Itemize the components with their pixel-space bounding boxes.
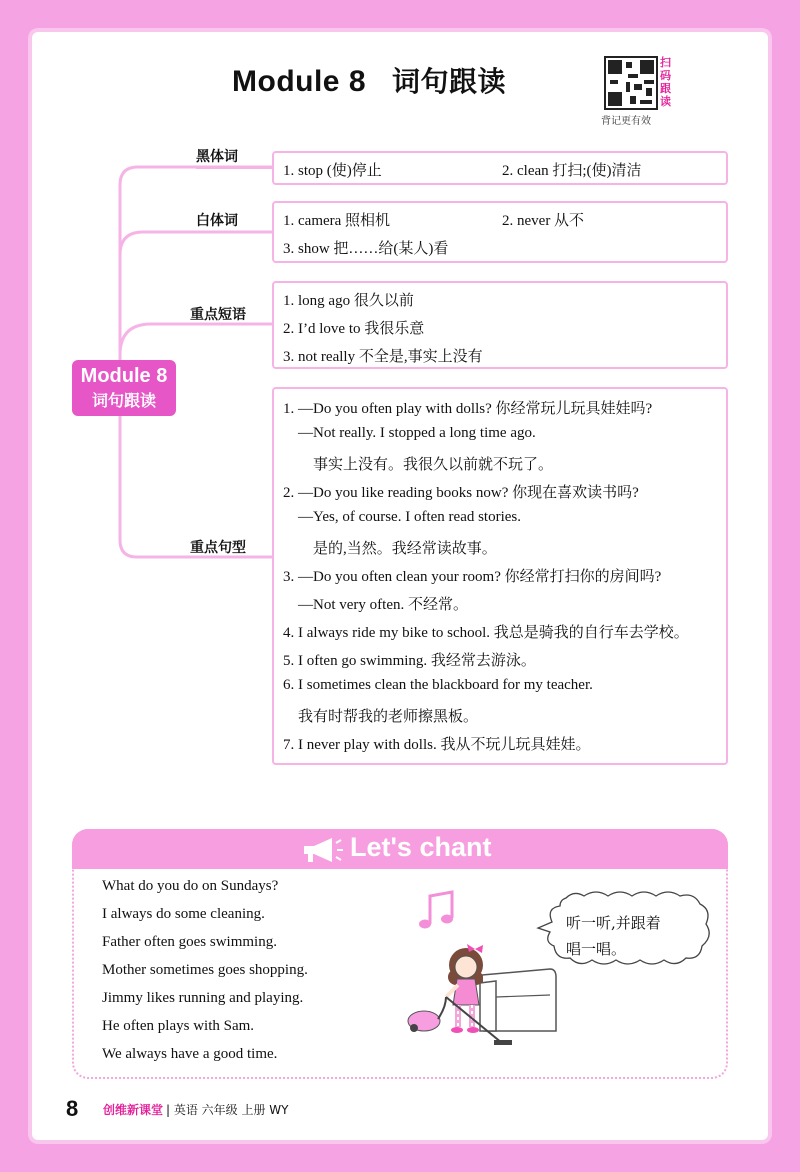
plain-word-1: 1. camera 照相机 bbox=[283, 213, 391, 229]
label-phrases: 重点短语 bbox=[190, 307, 246, 323]
bubble-line-2: 唱一唱。 bbox=[566, 940, 627, 958]
sentence-line-2: —Not really. I stopped a long time ago. bbox=[298, 425, 536, 441]
box-sentences bbox=[272, 387, 728, 765]
connector-phrases bbox=[120, 324, 272, 355]
connector-sentences bbox=[120, 416, 272, 557]
chant-title: Let's chant bbox=[350, 832, 492, 862]
label-sentences: 重点句型 bbox=[190, 540, 246, 556]
megaphone-icon bbox=[300, 835, 344, 865]
module-hub bbox=[72, 360, 176, 416]
sentence-line-9: 4. I always ride my bike to school. 我总是骑我的自行车去学校。 bbox=[283, 625, 689, 641]
sentence-line-13: 7. I never play with dolls. 我从不玩儿玩具娃娃。 bbox=[283, 737, 591, 753]
sentence-line-8: —Not very often. 不经常。 bbox=[298, 597, 468, 613]
page-number: 8 bbox=[66, 1096, 79, 1121]
hub-line1: Module 8 bbox=[80, 365, 168, 387]
phrase-3: 3. not really 不全是,事实上没有 bbox=[283, 349, 483, 365]
sentence-line-12: 我有时帮我的老师擦黑板。 bbox=[298, 709, 479, 725]
phrase-2: 2. I’d love to 我很乐意 bbox=[283, 321, 425, 337]
sentence-line-4: 2. —Do you like reading books now? 你现在喜欢读书吗? bbox=[283, 485, 639, 501]
sentence-line-5: —Yes, of course. I often read stories. bbox=[298, 509, 522, 525]
sentence-line-7: 3. —Do you often clean your room? 你经常打扫你的房间吗? bbox=[283, 569, 662, 585]
box-bold-words bbox=[272, 151, 728, 185]
chant-line-1: What do you do on Sundays? bbox=[102, 878, 279, 894]
box-plain-words bbox=[272, 201, 728, 263]
box-phrases bbox=[272, 281, 728, 369]
label-bold-words: 黑体词 bbox=[196, 149, 238, 165]
chant-line-5: Jimmy likes running and playing. bbox=[102, 990, 304, 1006]
bubble-line-1: 听一听,并跟着 bbox=[566, 914, 661, 932]
qr-note: 背记更有效 bbox=[601, 116, 651, 127]
music-note-icon bbox=[416, 888, 460, 932]
title-cn: 词句跟读 bbox=[392, 65, 507, 98]
phrase-1: 1. long ago 很久以前 bbox=[283, 293, 414, 309]
plain-word-2: 2. never 从不 bbox=[502, 213, 585, 229]
sentence-line-6: 是的,当然。我经常读故事。 bbox=[313, 541, 497, 557]
chant-line-3: Father often goes swimming. bbox=[102, 934, 277, 950]
sentence-line-11: 6. I sometimes clean the blackboard for my teacher. bbox=[283, 677, 593, 693]
label-plain-words: 白体词 bbox=[196, 213, 238, 229]
sentence-line-1: 1. —Do you often play with dolls? 你经常玩儿玩具娃娃吗? bbox=[283, 401, 653, 417]
plain-word-3: 3. show 把……给(某人)看 bbox=[283, 241, 449, 257]
title-module: Module 8 bbox=[232, 65, 367, 98]
chant-line-7: We always have a good time. bbox=[102, 1046, 278, 1062]
qr-tag: 扫码跟读 bbox=[660, 56, 671, 108]
connector-bold-words bbox=[120, 167, 272, 360]
bubble-text bbox=[566, 910, 696, 962]
connector-plain-words bbox=[120, 232, 272, 255]
bold-word-1: 1. stop (使)停止 bbox=[283, 163, 382, 179]
footer-info: | 英语 六年级 上册 WY bbox=[166, 1103, 289, 1117]
chant-line-2: I always do some cleaning. bbox=[102, 906, 265, 922]
chant-line-4: Mother sometimes goes shopping. bbox=[102, 962, 308, 978]
sentence-line-10: 5. I often go swimming. 我经常去游泳。 bbox=[283, 653, 536, 669]
sentence-line-3: 事实上没有。我很久以前就不玩了。 bbox=[313, 457, 554, 473]
hub-line2: 词句跟读 bbox=[91, 391, 156, 410]
bold-word-2: 2. clean 打扫;(使)清洁 bbox=[502, 163, 642, 179]
chant-line-6: He often plays with Sam. bbox=[102, 1018, 255, 1034]
footer-brand: 创维新课堂 bbox=[103, 1103, 164, 1117]
